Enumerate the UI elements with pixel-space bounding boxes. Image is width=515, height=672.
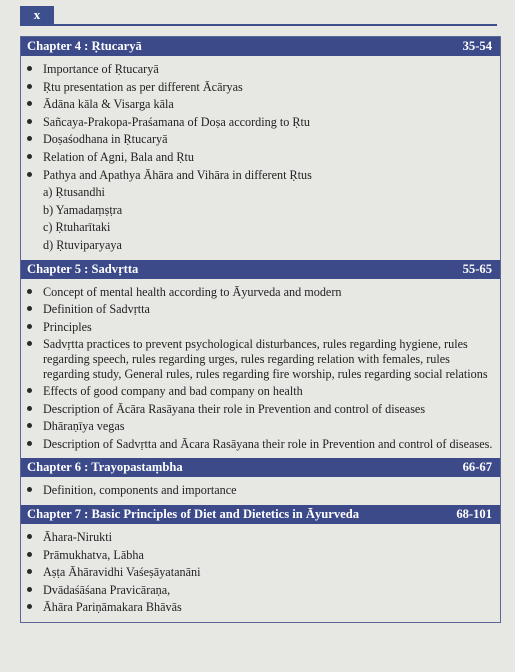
sub-item: b) Yamadaṃṣṭra xyxy=(43,202,123,217)
bullet-icon xyxy=(27,306,32,311)
chapter-page-range: 68-101 xyxy=(456,507,492,522)
bullet-icon xyxy=(27,569,32,574)
chapter-title: Chapter 7 : Basic Principles of Diet and Dietetics in Āyurveda xyxy=(27,507,360,522)
list-item: Concept of mental health according to Āyurveda and modern xyxy=(21,285,500,300)
bullet-icon xyxy=(27,552,32,557)
list-item: Principles xyxy=(21,320,500,335)
table-of-contents xyxy=(20,36,501,623)
bullet-icon xyxy=(27,441,32,446)
list-item: Dhāraṇīya vegas xyxy=(21,419,500,434)
list-item: Relation of Agni, Bala and Ṛtu xyxy=(21,150,500,165)
list-item: Pathya and Apathya Āhāra and Vihāra in different Ṛtus xyxy=(21,168,500,183)
chapter-4-topics xyxy=(21,56,500,260)
header-rule xyxy=(20,24,497,26)
bullet-icon xyxy=(27,487,32,492)
bullet-icon xyxy=(27,406,32,411)
chapter-page-range: 66-67 xyxy=(462,460,492,475)
chapter-7-heading[interactable] xyxy=(21,505,500,524)
chapter-6-heading[interactable] xyxy=(21,458,500,477)
chapter-title: Chapter 6 : Trayopastaṃbha xyxy=(27,460,183,475)
chapter-page-range: 35-54 xyxy=(462,39,492,53)
bullet-icon xyxy=(27,604,32,609)
list-item: Āhāra Pariṇāmakara Bhāvās xyxy=(21,600,500,615)
bullet-icon xyxy=(27,341,32,346)
chapter-5-topics xyxy=(21,279,500,459)
chapter-7-topics xyxy=(21,524,500,622)
bullet-icon xyxy=(27,534,32,539)
bullet-icon xyxy=(27,423,32,428)
bullet-icon xyxy=(27,154,32,159)
bullet-icon xyxy=(27,119,32,124)
list-item: Ṛtu presentation as per different Ācāryas xyxy=(21,80,500,95)
list-item: Importance of Ṛtucaryā xyxy=(21,62,500,77)
list-item: Doṣaśodhana in Ṛtucaryā xyxy=(21,132,500,147)
bullet-icon xyxy=(27,66,32,71)
bullet-icon xyxy=(27,324,32,329)
list-item: Description of Sadvṛtta and Ācara Rasāyana their role in Prevention and control of diseases. xyxy=(21,437,500,452)
chapter-5-heading[interactable] xyxy=(21,260,500,279)
bullet-icon xyxy=(27,84,32,89)
bullet-icon xyxy=(27,101,32,106)
list-item: Definition of Sadvṛtta xyxy=(21,302,500,317)
list-item: Dvādaśāśana Pravicāraṇa, xyxy=(21,583,500,598)
chapter-page-range: 55-65 xyxy=(462,261,492,276)
list-item: Sadvṛtta practices to prevent psychological disturbances, rules regarding hygiene, rules regarding speech, rules regarding urges, rules regarding relation with females, rules regarding study, General rules, rules regarding fire worship, rules regarding social relations xyxy=(21,337,500,381)
bullet-icon xyxy=(27,388,32,393)
bullet-icon xyxy=(27,172,32,177)
bullet-icon xyxy=(27,587,32,592)
list-item: Definition, components and importance xyxy=(21,483,500,498)
bullet-icon xyxy=(27,136,32,141)
chapter-title: Chapter 4 : Ṛtucaryā xyxy=(27,39,142,53)
list-item: Prāmukhatva, Lābha xyxy=(21,548,500,563)
chapter-6-topics xyxy=(21,477,500,505)
chapter-4-heading[interactable] xyxy=(21,37,500,56)
chapter-title: Chapter 5 : Sadvṛtta xyxy=(27,261,139,276)
bullet-icon xyxy=(27,289,32,294)
list-item: Description of Ācāra Rasāyana their role in Prevention and control of diseases xyxy=(21,402,500,417)
sub-item: c) Ṛtuharītaki xyxy=(43,220,111,235)
list-item: Aṣṭa Āhāravidhi Vaśeṣāyatanāni xyxy=(21,565,500,580)
page-number: x xyxy=(20,6,54,24)
sub-item: a) Ṛtusandhi xyxy=(43,185,105,200)
list-item: Ādāna kāla & Visarga kāla xyxy=(21,97,500,112)
list-item: Sañcaya-Prakopa-Praśamana of Doṣa according to Ṛtu xyxy=(21,115,500,130)
list-item: Āhara-Nirukti xyxy=(21,530,500,545)
list-item: Effects of good company and bad company on health xyxy=(21,384,500,399)
sub-item: d) Ṛtuviparyaya xyxy=(43,237,122,252)
